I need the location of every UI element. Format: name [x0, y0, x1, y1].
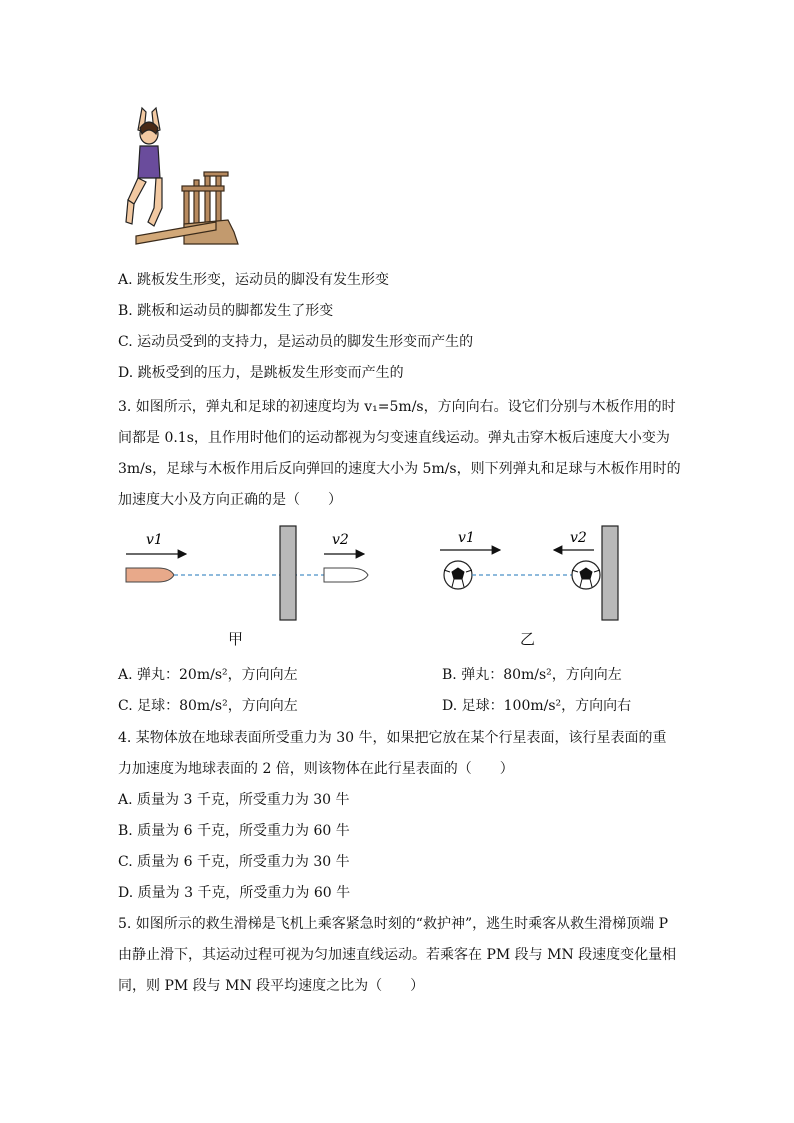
- bullet-football-figure: [118, 520, 638, 628]
- bullet-initial: [126, 568, 174, 582]
- q5-stem-line-2: 由静止滑下，其运动过程可视为匀加速直线运动。若乘客在 PM 段与 MN 段速度变化量相: [118, 947, 677, 963]
- q2-option-d: D. 跳板受到的压力，是跳板发生形变而产生的: [118, 365, 404, 381]
- q3-option-b: B. 弹丸：80m/s²，方向向左: [442, 667, 622, 683]
- q5-stem-line-3: 同，则 PM 段与 MN 段平均速度之比为（ ）: [118, 978, 425, 994]
- bullet-after: [324, 568, 368, 582]
- v1-label-left: v1: [146, 532, 163, 548]
- q4-stem-line-1: 4. 某物体放在地球表面所受重力为 30 牛，如果把它放在某个行星表面，该行星表面的重: [118, 730, 667, 746]
- q4-stem-line-2: 力加速度为地球表面的 2 倍，则该物体在此行星表面的（ ）: [118, 761, 514, 777]
- q3-stem-line-4: 加速度大小及方向正确的是（ ）: [118, 492, 342, 508]
- q5-stem-line-1: 5. 如图所示的救生滑梯是飞机上乘客紧急时刻的“救护神”，逃生时乘客从救生滑梯顶端 P: [118, 916, 668, 932]
- q3-stem-line-2: 间都是 0.1s，且作用时他们的运动都视为匀变速直线运动。弹丸击穿木板后速度大小变为: [118, 430, 670, 446]
- q4-option-c: C. 质量为 6 千克，所受重力为 30 牛: [118, 854, 350, 870]
- q4-option-b: B. 质量为 6 千克，所受重力为 60 牛: [118, 823, 350, 839]
- q4-option-a: A. 质量为 3 千克，所受重力为 30 牛: [118, 792, 350, 808]
- figure-caption-left: 甲: [228, 630, 244, 648]
- q3-stem-line-1: 3. 如图所示，弹丸和足球的初速度均为 v₁=5m/s，方向向右。设它们分别与木板作用的时: [118, 399, 676, 415]
- q3-option-c: C. 足球：80m/s²，方向向左: [118, 698, 298, 714]
- q2-option-b: B. 跳板和运动员的脚都发生了形变: [118, 303, 334, 319]
- q4-option-d: D. 质量为 3 千克，所受重力为 60 牛: [118, 885, 351, 901]
- q2-option-a: A. 跳板发生形变，运动员的脚没有发生形变: [118, 272, 390, 288]
- figure-caption-right: 乙: [520, 630, 536, 648]
- v2-label-left: v2: [332, 532, 349, 548]
- v2-label-right: v2: [570, 530, 587, 546]
- q3-option-a: A. 弹丸：20m/s²，方向向左: [118, 667, 298, 683]
- v1-label-right: v1: [458, 530, 475, 546]
- q2-option-c: C. 运动员受到的支持力，是运动员的脚发生形变而产生的: [118, 334, 474, 350]
- q3-option-d: D. 足球：100m/s²，方向向右: [442, 698, 632, 714]
- q3-stem-line-3: 3m/s，足球与木板作用后反向弹回的速度大小为 5m/s，则下列弹丸和足球与木板作用时的: [118, 461, 681, 477]
- wood-board-right: [602, 526, 618, 620]
- wood-board-left: [280, 526, 296, 620]
- diver-springboard-figure: [116, 104, 242, 248]
